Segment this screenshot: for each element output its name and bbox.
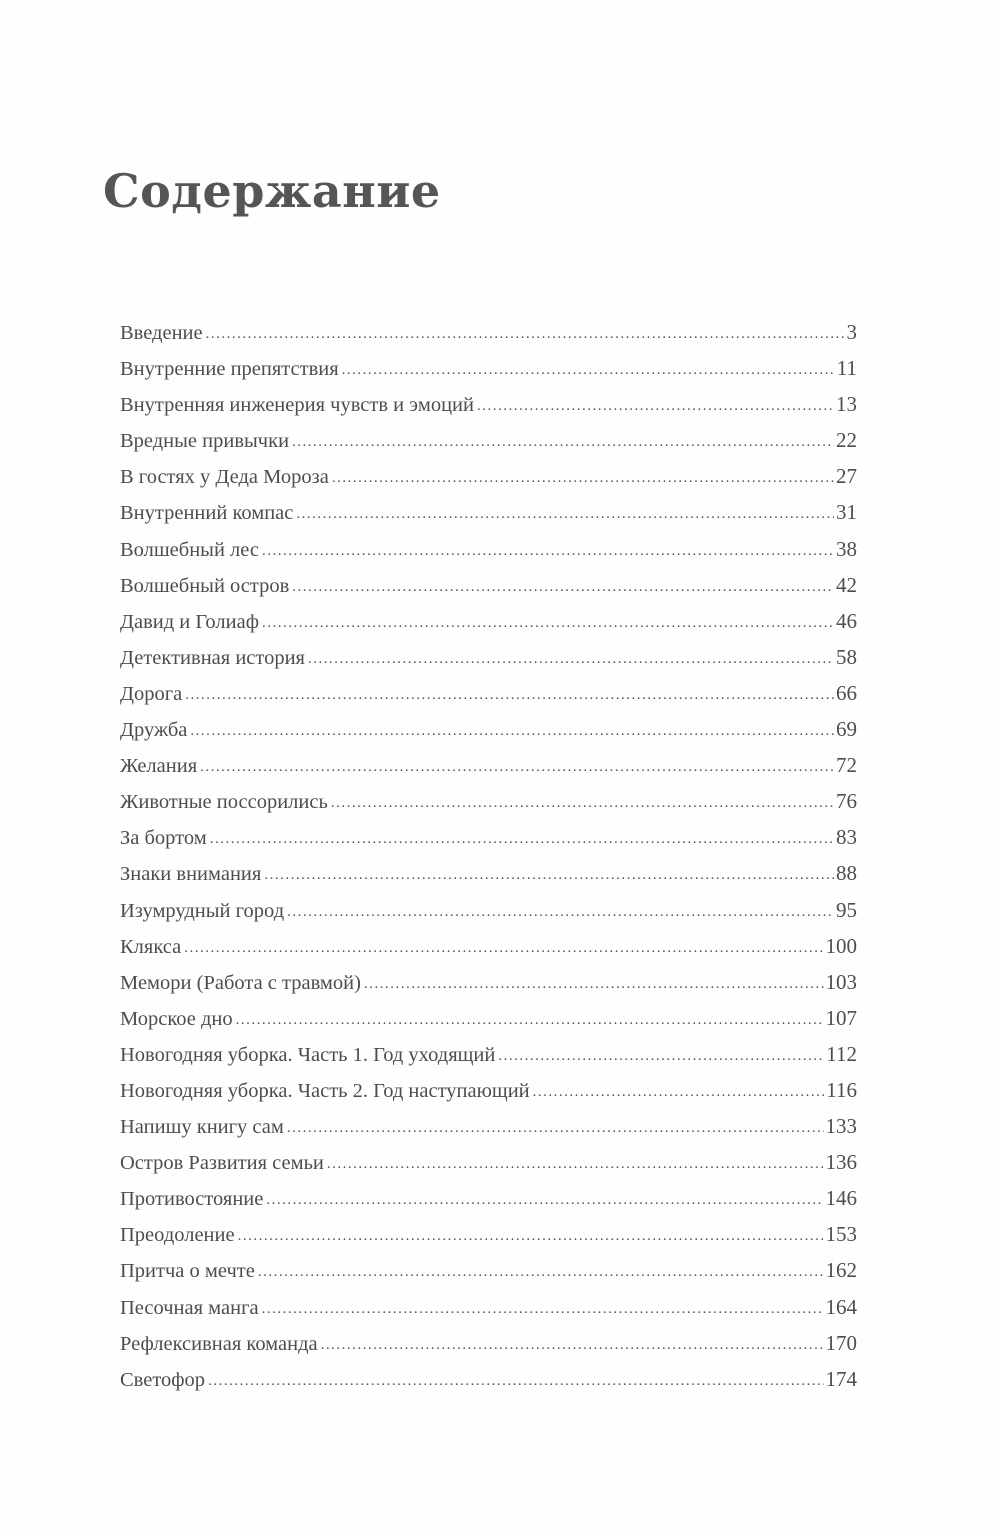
dot-leader xyxy=(477,398,834,415)
toc-entry xyxy=(120,1150,857,1186)
dot-leader xyxy=(238,1228,824,1245)
toc-entry xyxy=(120,861,857,897)
toc-entry-page: 22 xyxy=(836,428,857,453)
dot-leader xyxy=(498,1048,824,1065)
dot-leader xyxy=(287,904,834,921)
toc-entry-title: Желания xyxy=(120,755,198,778)
toc-entry-page: 58 xyxy=(836,644,857,669)
toc-entry-title: Рефлексивная команда xyxy=(120,1332,318,1355)
toc-entry-page: 66 xyxy=(836,680,857,705)
toc-entry-page: 164 xyxy=(825,1294,857,1319)
toc-entry-title: Внутренний компас xyxy=(120,502,294,525)
toc-entry-title: Животные поссорились xyxy=(120,791,328,814)
toc-entry-title: Внутренние препятствия xyxy=(120,358,339,381)
dot-leader xyxy=(258,1264,824,1281)
toc-entry xyxy=(120,898,857,934)
dot-leader xyxy=(321,1337,824,1354)
toc-entry xyxy=(120,537,857,573)
toc-entry-title: Давид и Голиаф xyxy=(120,610,259,633)
toc-entry-page: 3 xyxy=(846,320,857,344)
toc-entry xyxy=(120,1042,857,1078)
toc-entry-title: Напишу книгу сам xyxy=(120,1116,284,1139)
dot-leader xyxy=(262,615,834,632)
dot-leader xyxy=(208,1373,823,1390)
toc-entry-title: Песочная манга xyxy=(120,1296,259,1319)
toc-entry-title: Внутренняя инженерия чувств и эмоций xyxy=(120,394,474,417)
toc-entry xyxy=(120,934,857,970)
dot-leader xyxy=(533,1084,825,1101)
toc-entry-page: 136 xyxy=(825,1150,857,1175)
dot-leader xyxy=(262,1301,824,1318)
toc-entry xyxy=(120,428,857,464)
toc-entry-page: 162 xyxy=(825,1258,857,1283)
toc-entry-title: В гостях у Деда Мороза xyxy=(120,466,329,489)
dot-leader xyxy=(264,867,834,884)
toc-entry-page: 107 xyxy=(825,1005,857,1030)
dot-leader xyxy=(332,470,834,487)
dot-leader xyxy=(266,1192,823,1209)
toc-entry-title: Морское дно xyxy=(120,1007,233,1030)
toc-entry-title: Знаки внимания xyxy=(120,863,262,886)
toc-entry-title: Волшебный лес xyxy=(120,538,259,561)
toc-entry-title: Притча о мечте xyxy=(120,1260,255,1283)
toc-entry-title: Остров Развития семьи xyxy=(120,1152,324,1175)
toc-entry-title: Новогодняя уборка. Часть 2. Год наступающий xyxy=(120,1079,530,1102)
toc-entry-title: Новогодняя уборка. Часть 1. Год уходящий xyxy=(120,1043,496,1066)
toc-entry xyxy=(120,392,857,428)
toc-entry-page: 11 xyxy=(836,356,857,381)
dot-leader xyxy=(292,434,834,451)
toc-entry xyxy=(120,1367,857,1403)
toc-entry-title: Введение xyxy=(120,322,203,344)
toc-entry-page: 174 xyxy=(825,1366,857,1391)
toc-entry xyxy=(120,500,857,536)
toc-entry-page: 170 xyxy=(825,1330,857,1355)
toc-entry xyxy=(120,1186,857,1222)
dot-leader xyxy=(308,651,834,668)
dot-leader xyxy=(292,579,834,596)
dot-leader xyxy=(287,1120,824,1137)
toc-entry-page: 38 xyxy=(836,536,857,561)
dot-leader xyxy=(210,831,834,848)
toc-entry-page: 153 xyxy=(825,1222,857,1247)
toc-entry-title: Вредные привычки xyxy=(120,430,290,453)
toc-entry-page: 103 xyxy=(825,969,857,994)
toc-entry xyxy=(120,320,857,356)
toc-entry xyxy=(120,573,857,609)
toc-entry xyxy=(120,464,857,500)
dot-leader xyxy=(184,940,823,957)
toc-entry-page: 133 xyxy=(825,1114,857,1139)
toc-entry-page: 76 xyxy=(836,789,857,814)
toc-entry-page: 31 xyxy=(836,500,857,525)
toc-entry xyxy=(120,1222,857,1258)
toc-entry-title: Изумрудный город xyxy=(120,899,285,922)
toc-entry xyxy=(120,645,857,681)
toc-entry xyxy=(120,1006,857,1042)
toc-entry xyxy=(120,356,857,392)
dot-leader xyxy=(200,759,834,776)
toc-entry-title: Клякса xyxy=(120,935,182,958)
toc-entry-page: 100 xyxy=(825,933,857,958)
toc-entry xyxy=(120,1258,857,1294)
toc-entry-page: 88 xyxy=(836,861,857,886)
toc-entry-page: 69 xyxy=(836,717,857,742)
toc-entry xyxy=(120,753,857,789)
toc-entry-title: Светофор xyxy=(120,1368,206,1391)
page-title: Содержание xyxy=(103,164,441,218)
toc-entry xyxy=(120,970,857,1006)
toc-entry-title: За бортом xyxy=(120,827,207,850)
toc-entry xyxy=(120,789,857,825)
toc-entry-title: Детективная история xyxy=(120,646,305,669)
table-of-contents xyxy=(120,320,857,1403)
dot-leader xyxy=(327,1156,824,1173)
toc-entry-page: 27 xyxy=(836,464,857,489)
dot-leader xyxy=(296,506,834,523)
toc-entry-page: 112 xyxy=(826,1041,857,1066)
toc-entry-title: Мемори (Работа с травмой) xyxy=(120,971,361,994)
toc-entry-page: 72 xyxy=(836,753,857,778)
toc-entry xyxy=(120,1295,857,1331)
toc-entry xyxy=(120,681,857,717)
toc-entry-title: Преодоление xyxy=(120,1224,235,1247)
dot-leader xyxy=(331,795,834,812)
dot-leader xyxy=(236,1012,824,1029)
toc-entry-page: 13 xyxy=(836,392,857,417)
toc-entry-page: 42 xyxy=(836,572,857,597)
dot-leader xyxy=(364,976,824,993)
dot-leader xyxy=(262,543,834,560)
toc-entry-title: Противостояние xyxy=(120,1188,264,1211)
toc-entry-title: Дружба xyxy=(120,719,188,742)
toc-entry-title: Дорога xyxy=(120,682,183,705)
toc-entry-page: 95 xyxy=(836,897,857,922)
dot-leader xyxy=(206,326,845,343)
dot-leader xyxy=(342,362,835,379)
toc-entry xyxy=(120,1078,857,1114)
toc-entry-title: Волшебный остров xyxy=(120,574,290,597)
toc-entry xyxy=(120,1114,857,1150)
dot-leader xyxy=(185,687,834,704)
toc-entry-page: 83 xyxy=(836,825,857,850)
toc-entry-page: 146 xyxy=(825,1186,857,1211)
toc-entry-page: 46 xyxy=(836,608,857,633)
dot-leader xyxy=(190,723,834,740)
toc-entry xyxy=(120,609,857,645)
toc-entry xyxy=(120,1331,857,1367)
toc-entry-page: 116 xyxy=(826,1077,857,1102)
toc-entry xyxy=(120,717,857,753)
toc-entry xyxy=(120,825,857,861)
